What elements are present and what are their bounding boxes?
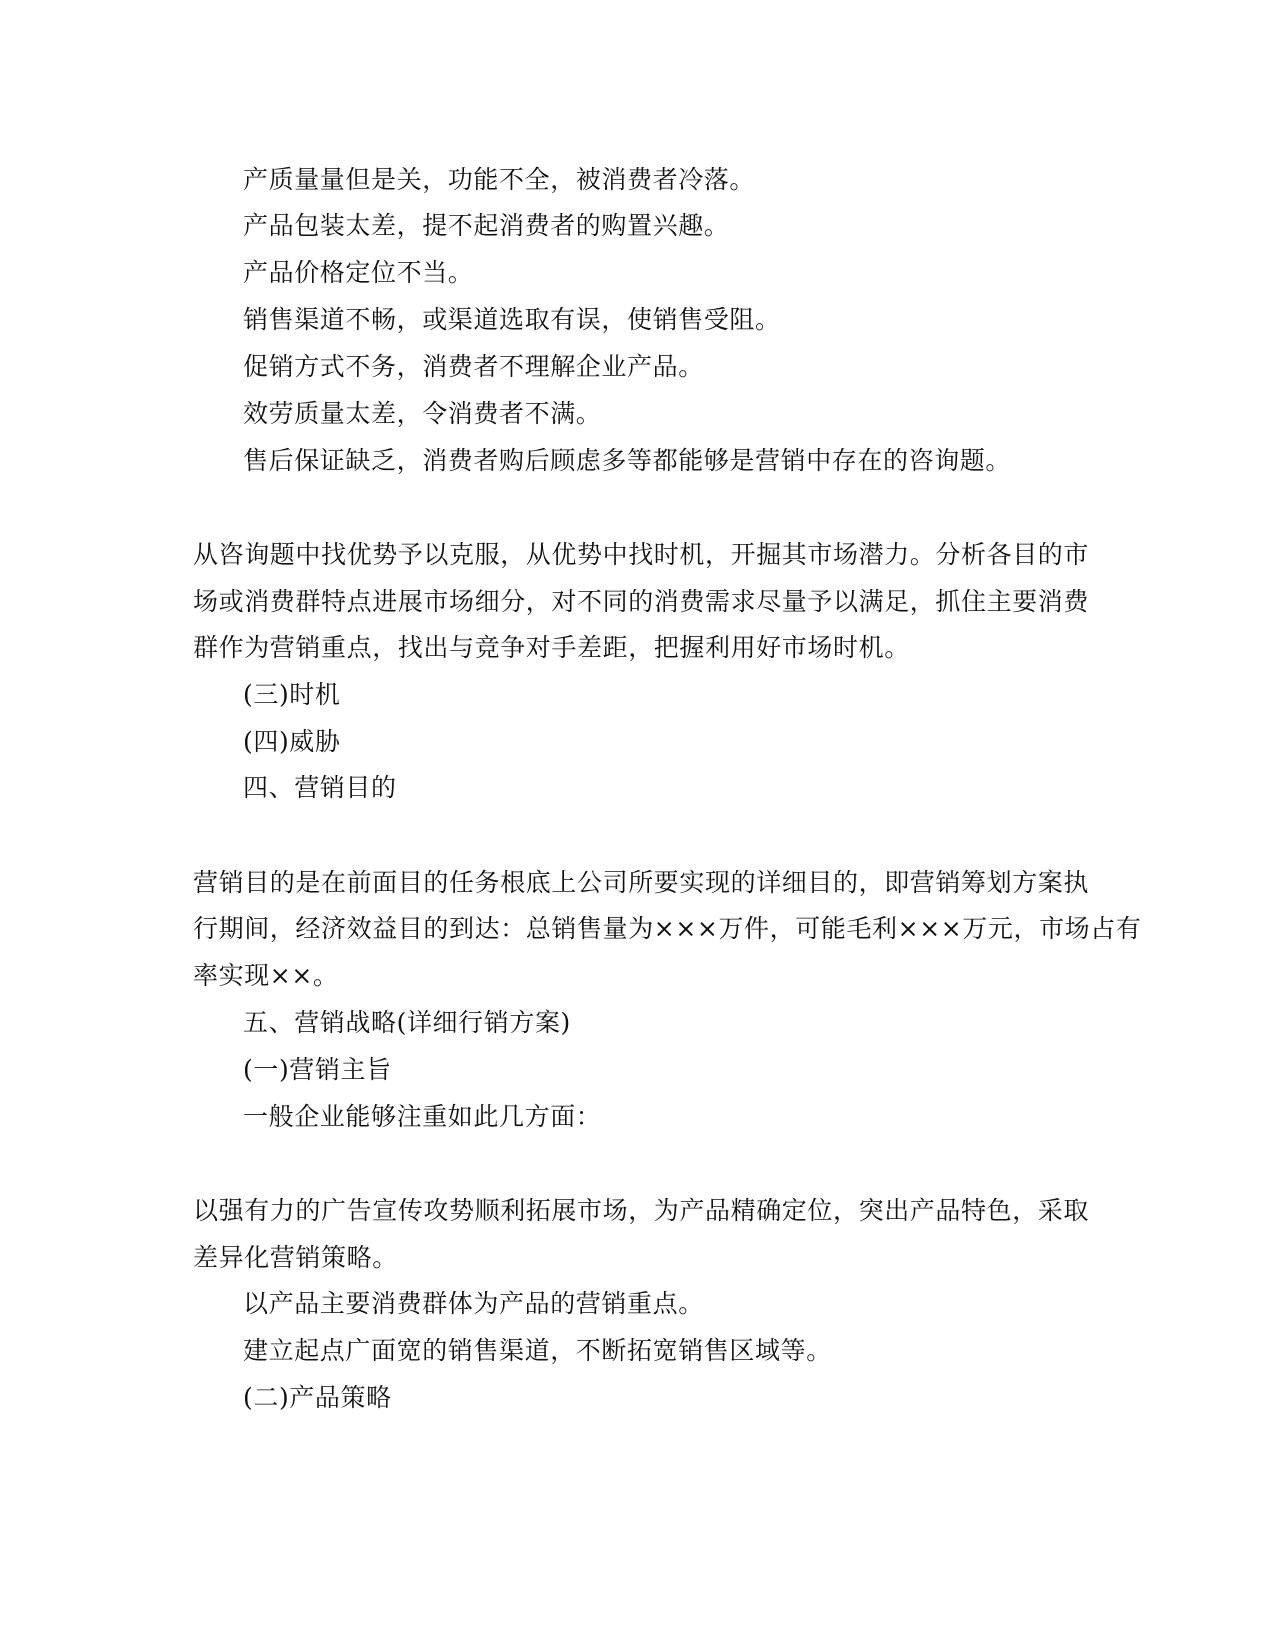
text-line: 营销目的是在前面目的任务根底上公司所要实现的详细目的，即营销筹划方案执 xyxy=(193,868,1090,897)
text-line: 率实现××。 xyxy=(193,961,339,990)
text-line: 产品价格定位不当。 xyxy=(243,258,474,287)
text-line: 促销方式不务，消费者不理解企业产品。 xyxy=(243,352,704,381)
text-line: 产品包装太差，提不起消费者的购置兴趣。 xyxy=(243,211,730,240)
text-line: 行期间，经济效益目的到达：总销售量为×××万件，可能毛利×××万元，市场占有 xyxy=(193,914,1142,943)
text-line: 效劳质量太差，令消费者不满。 xyxy=(243,399,602,428)
text-line: 售后保证缺乏，消费者购后顾虑多等都能够是营销中存在的咨询题。 xyxy=(243,446,1012,475)
text-line: 以强有力的广告宣传攻势顺利拓展市场，为产品精确定位，突出产品特色，采取 xyxy=(193,1196,1090,1225)
section-heading: 四、营销目的 xyxy=(243,773,397,802)
text-line: 一般企业能够注重如此几方面： xyxy=(243,1102,602,1131)
text-line: 从咨询题中找优势予以克服，从优势中找时机，开掘其市场潜力。分析各目的市 xyxy=(193,540,1090,569)
text-line: 差异化营销策略。 xyxy=(193,1243,398,1272)
text-line: 销售渠道不畅，或渠道选取有误，使销售受阻。 xyxy=(243,305,781,334)
text-line: 以产品主要消费群体为产品的营销重点。 xyxy=(243,1289,704,1318)
section-heading: 五、营销战略(详细行销方案) xyxy=(243,1008,571,1037)
text-line: 建立起点广面宽的销售渠道，不断拓宽销售区域等。 xyxy=(243,1336,832,1365)
text-line: 群作为营销重点，找出与竞争对手差距，把握利用好市场时机。 xyxy=(193,633,910,662)
section-heading: (四)威胁 xyxy=(243,727,341,756)
text-line: 场或消费群特点进展市场细分，对不同的消费需求尽量予以满足，抓住主要消费 xyxy=(193,587,1090,616)
section-heading: (三)时机 xyxy=(243,680,341,709)
text-line: 产质量量但是关，功能不全，被消费者冷落。 xyxy=(243,165,756,194)
section-heading: (一)营销主旨 xyxy=(243,1055,392,1084)
section-heading: (二)产品策略 xyxy=(243,1383,392,1412)
